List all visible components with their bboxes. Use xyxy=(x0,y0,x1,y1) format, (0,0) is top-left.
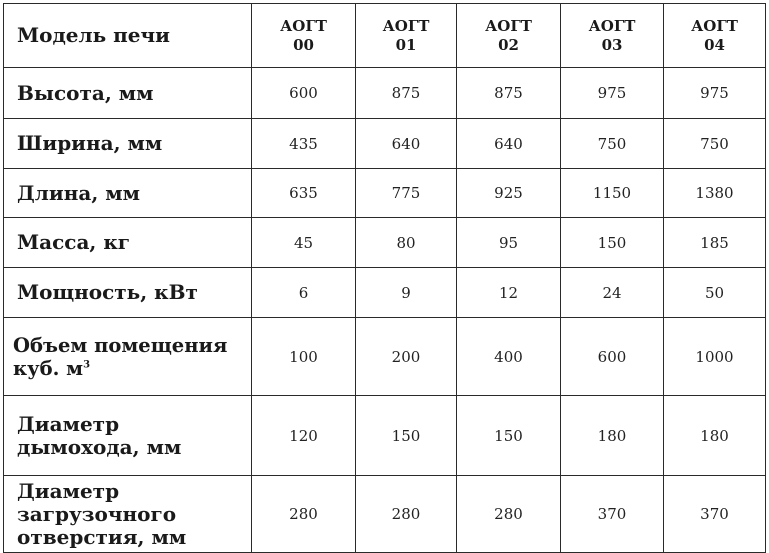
table-cell: 750 xyxy=(561,119,664,169)
table-cell: 1000 xyxy=(664,318,766,396)
table-cell: 640 xyxy=(356,119,457,169)
table-cell: 370 xyxy=(664,476,766,553)
table-cell: 925 xyxy=(457,169,561,218)
table-cell: 50 xyxy=(664,268,766,318)
table-cell: 95 xyxy=(457,218,561,268)
table-row xyxy=(4,68,766,119)
row-label: Длина, мм xyxy=(4,169,252,218)
row-label: Ширина, мм xyxy=(4,119,252,169)
table-cell: 280 xyxy=(457,476,561,553)
model-header: АОГТ 01 xyxy=(356,4,457,68)
row-label: Объем помещения куб. $м^3$ xyxy=(4,318,252,396)
table-cell: 6 xyxy=(252,268,356,318)
table-cell: 875 xyxy=(356,68,457,119)
table-cell: 200 xyxy=(356,318,457,396)
table-cell: 875 xyxy=(457,68,561,119)
table-row xyxy=(4,169,766,218)
table-cell: 280 xyxy=(252,476,356,553)
row-label: Высота, мм xyxy=(4,68,252,119)
table-cell: 370 xyxy=(561,476,664,553)
table-row xyxy=(4,396,766,476)
row-label: Диаметр загрузочного отверстия, мм xyxy=(4,476,252,553)
table-cell: 80 xyxy=(356,218,457,268)
table-cell: 12 xyxy=(457,268,561,318)
table-cell: 120 xyxy=(252,396,356,476)
table-row xyxy=(4,476,766,553)
table-cell: 1380 xyxy=(664,169,766,218)
table-cell: 775 xyxy=(356,169,457,218)
table-cell: 975 xyxy=(664,68,766,119)
model-header: АОГТ 03 xyxy=(561,4,664,68)
table-cell: 400 xyxy=(457,318,561,396)
model-header: АОГТ 04 xyxy=(664,4,766,68)
table-cell: 100 xyxy=(252,318,356,396)
table-cell: 150 xyxy=(356,396,457,476)
table-cell: 600 xyxy=(252,68,356,119)
table-cell: 45 xyxy=(252,218,356,268)
table-cell: 150 xyxy=(561,218,664,268)
table-cell: 640 xyxy=(457,119,561,169)
row-label: Масса, кг xyxy=(4,218,252,268)
table-cell: 180 xyxy=(664,396,766,476)
table-cell: 600 xyxy=(561,318,664,396)
corner-header: Модель печи xyxy=(4,4,252,68)
table-cell: 750 xyxy=(664,119,766,169)
table-cell: 1150 xyxy=(561,169,664,218)
row-label: Диаметр дымохода, мм xyxy=(4,396,252,476)
table-cell: 180 xyxy=(561,396,664,476)
table-row xyxy=(4,119,766,169)
stove-specs-table xyxy=(3,3,766,553)
table-row xyxy=(4,318,766,396)
table-cell: 635 xyxy=(252,169,356,218)
model-header: АОГТ 00 xyxy=(252,4,356,68)
table-row xyxy=(4,268,766,318)
model-header: АОГТ 02 xyxy=(457,4,561,68)
table-cell: 9 xyxy=(356,268,457,318)
header-row xyxy=(4,4,766,68)
table-cell: 435 xyxy=(252,119,356,169)
table-row xyxy=(4,218,766,268)
table-cell: 280 xyxy=(356,476,457,553)
table-cell: 24 xyxy=(561,268,664,318)
row-label: Мощность, кВт xyxy=(4,268,252,318)
table-cell: 150 xyxy=(457,396,561,476)
table-cell: 185 xyxy=(664,218,766,268)
table-cell: 975 xyxy=(561,68,664,119)
